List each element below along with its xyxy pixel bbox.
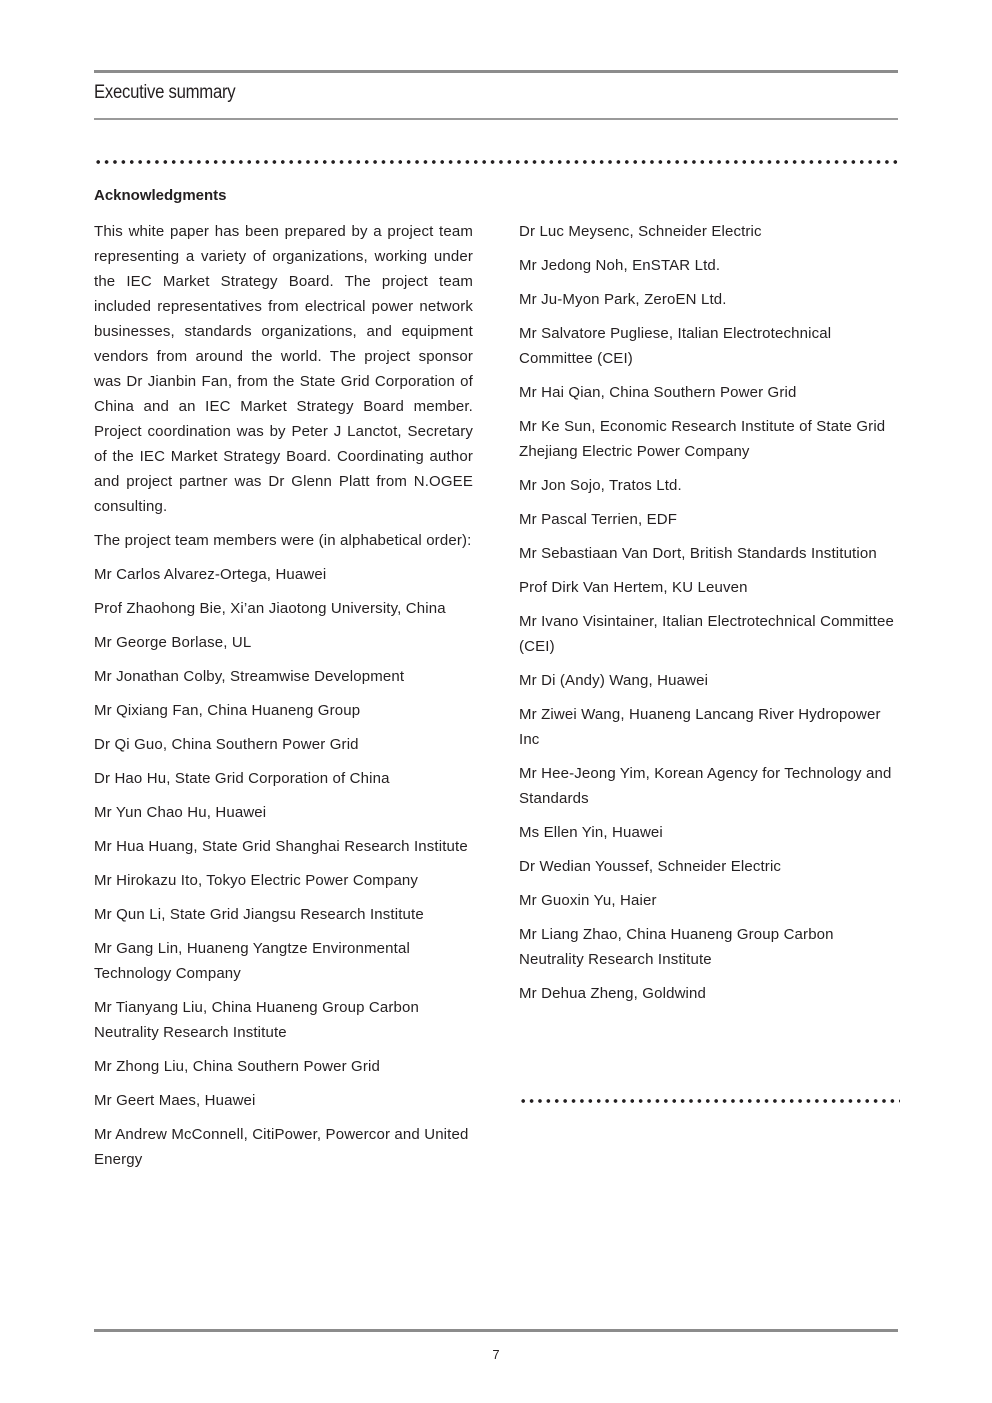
list-item: Mr Di (Andy) Wang, Huawei [519, 672, 709, 689]
list-item: Mr Qun Li, State Grid Jiangsu Research Institute [94, 906, 424, 923]
list-item: Ms Ellen Yin, Huawei [519, 824, 663, 841]
list-item: Mr Jonathan Colby, Streamwise Development [94, 668, 405, 685]
list-item: Mr Gang Lin, Huaneng Yangtze Environmental Technology Company [94, 940, 410, 982]
list-item: Dr Qi Guo, China Southern Power Grid [94, 736, 359, 753]
list-item: Prof Zhaohong Bie, Xi’an Jiaotong University, China [94, 600, 446, 617]
intro-paragraph: This white paper has been prepared by a project team representing a variety of organizations, working under the IEC Market Strategy Board. The project team included representatives from electrical power network businesses, standards organizations, and equipment vendors from around the world. The project sponsor was Dr Jianbin Fan, from the State Grid Corporation of China and an IEC Market Strategy Board member. Project coordination was by Peter J Lanctot, Secretary of the IEC Market Strategy Board. Coordinating author and project partner was Dr Glenn Platt from N.OGEE consulting. [94, 223, 473, 515]
header-title: Executive summary [94, 82, 236, 103]
members-list-right [519, 219, 898, 1006]
list-item: Mr Qixiang Fan, China Huaneng Group [94, 702, 361, 719]
list-item: Mr Hua Huang, State Grid Shanghai Research Institute [94, 838, 468, 855]
list-item: Mr Jedong Noh, EnSTAR Ltd. [519, 257, 721, 274]
page-number: 7 [492, 1347, 500, 1362]
list-item: Mr Ivano Visintainer, Italian Electrotechnical Committee (CEI) [519, 613, 894, 655]
list-item: Mr Tianyang Liu, China Huaneng Group Carbon Neutrality Research Institute [94, 999, 419, 1041]
left-column [94, 219, 473, 1181]
members-list-left [94, 562, 473, 1172]
list-item: Mr Ke Sun, Economic Research Institute of State Grid Zhejiang Electric Power Company [519, 418, 886, 460]
list-item: Dr Luc Meysenc, Schneider Electric [519, 223, 762, 240]
end-dotted-divider [519, 1098, 900, 1104]
footer-rule [94, 1329, 898, 1332]
list-item: Mr Ju-Myon Park, ZeroEN Ltd. [519, 291, 727, 308]
list-item: Mr Zhong Liu, China Southern Power Grid [94, 1058, 380, 1075]
list-item: Dr Hao Hu, State Grid Corporation of China [94, 770, 390, 787]
list-item: Mr Hai Qian, China Southern Power Grid [519, 384, 797, 401]
list-item: Mr Hirokazu Ito, Tokyo Electric Power Company [94, 872, 419, 889]
list-item: Prof Dirk Van Hertem, KU Leuven [519, 579, 748, 596]
header-top-rule [94, 70, 898, 73]
list-item: Mr Guoxin Yu, Haier [519, 892, 657, 909]
list-item: Mr Ziwei Wang, Huaneng Lancang River Hydropower Inc [519, 706, 881, 748]
members-intro: The project team members were (in alphabetical order): [94, 532, 472, 549]
list-item: Mr Carlos Alvarez-Ortega, Huawei [94, 566, 327, 583]
list-item: Mr Geert Maes, Huawei [94, 1092, 256, 1109]
list-item: Mr Salvatore Pugliese, Italian Electrotechnical Committee (CEI) [519, 325, 832, 367]
list-item: Mr Pascal Terrien, EDF [519, 511, 678, 528]
list-item: Mr Liang Zhao, China Huaneng Group Carbon Neutrality Research Institute [519, 926, 834, 968]
list-item: Mr Yun Chao Hu, Huawei [94, 804, 267, 821]
right-column [519, 219, 898, 1015]
header-bottom-rule [94, 118, 898, 120]
list-item: Mr George Borlase, UL [94, 634, 252, 651]
list-item: Mr Andrew McConnell, CitiPower, Powercor and United Energy [94, 1126, 469, 1168]
section-dotted-divider [94, 159, 900, 165]
list-item: Mr Sebastiaan Van Dort, British Standards Institution [519, 545, 877, 562]
section-heading: Acknowledgments [94, 187, 227, 204]
list-item: Dr Wedian Youssef, Schneider Electric [519, 858, 782, 875]
list-item: Mr Hee-Jeong Yim, Korean Agency for Technology and Standards [519, 765, 892, 807]
list-item: Mr Dehua Zheng, Goldwind [519, 985, 707, 1002]
list-item: Mr Jon Sojo, Tratos Ltd. [519, 477, 682, 494]
